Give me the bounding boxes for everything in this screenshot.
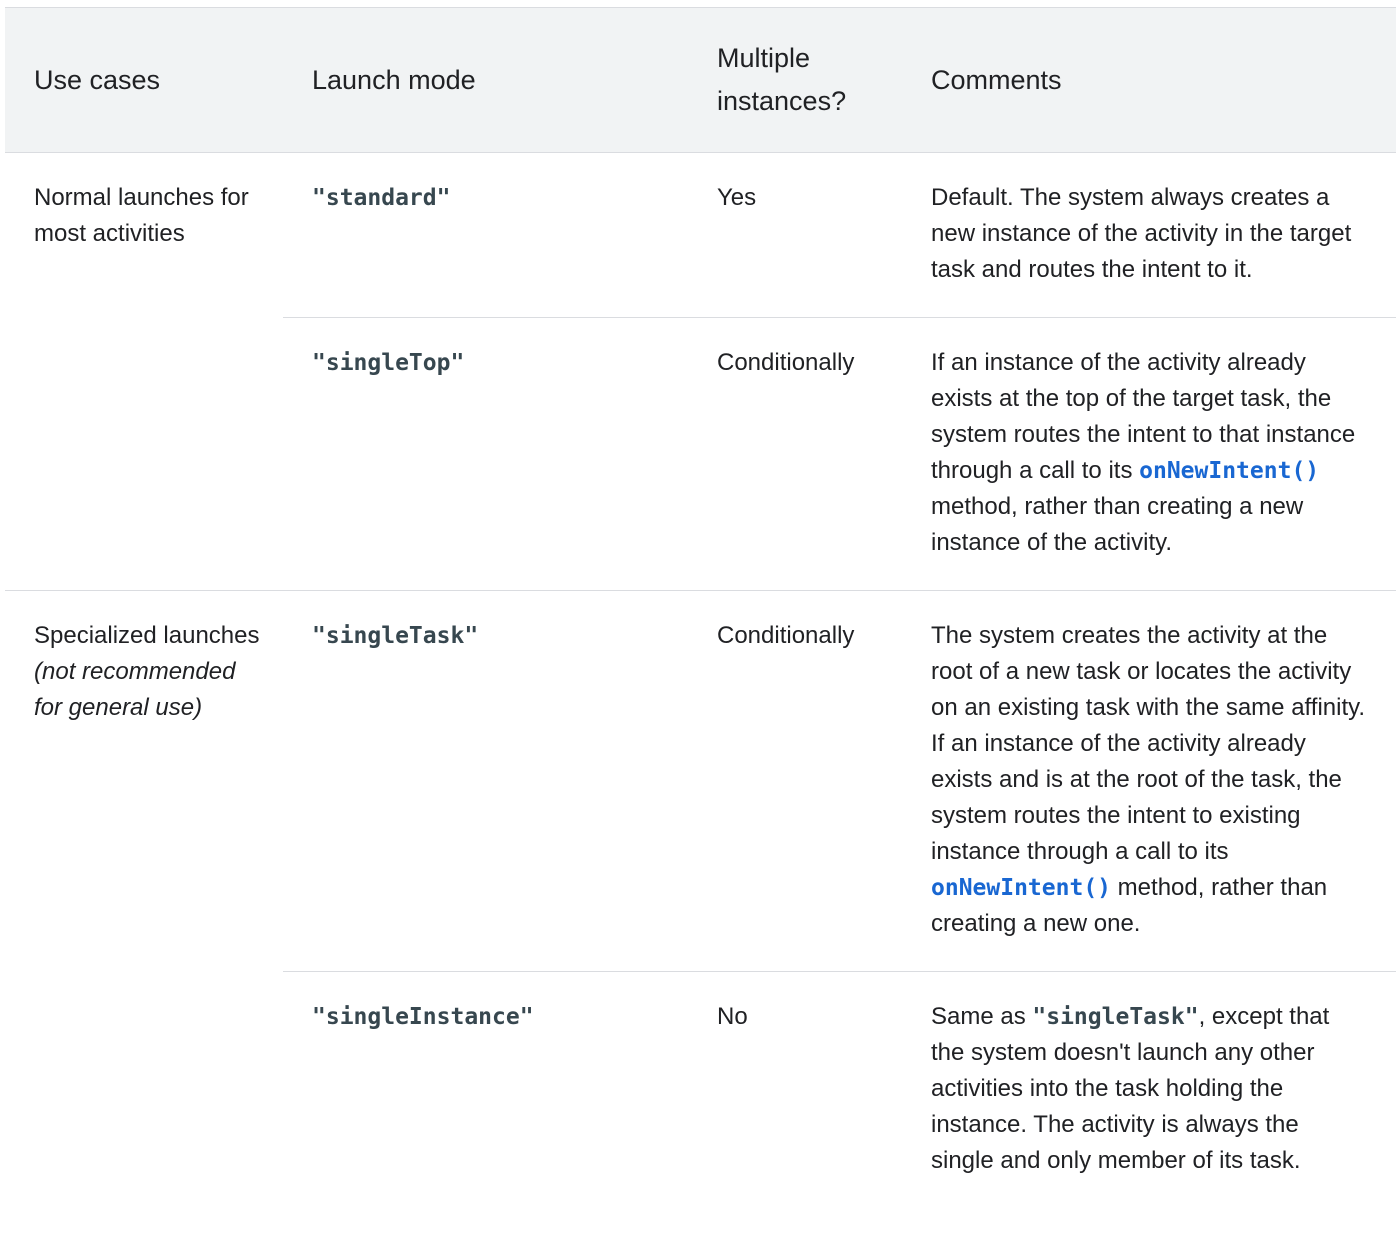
launch-mode-cell — [283, 972, 687, 1209]
launch-mode-cell — [283, 318, 687, 591]
comment-text: If an instance of the activity already exists at the top of the target task, the system routes the intent to that instance through a call to its — [931, 349, 1356, 484]
use-case-cell — [5, 153, 283, 591]
launch-mode-code: "singleTask" — [312, 623, 479, 649]
launch-mode-code: "standard" — [312, 185, 451, 211]
on-new-intent-link[interactable]: onNewIntent() — [931, 875, 1112, 901]
use-case-cell — [5, 591, 283, 1209]
launch-mode-cell — [283, 153, 687, 318]
use-case-text: Specialized launches — [34, 622, 260, 649]
multiple-instances-cell: No — [717, 1003, 748, 1030]
comment-text: , except that the system doesn't launch any other activities into the task holding the instance. The activity is always the single and only member of its task. — [931, 1003, 1330, 1174]
table-header — [5, 8, 1396, 153]
header-row — [5, 8, 1396, 153]
comment-cell: Default. The system always creates a new instance of the activity in the target task and routes the intent to it. — [901, 153, 1396, 318]
comment-text: The system creates the activity at the root of a new task or locates the activity on an existing task with the same affinity. If an instance of the activity already exists and is at the root of the task, the system routes the intent to existing instance through a call to its — [931, 622, 1366, 865]
comment-text: method, rather than creating a new instance of the activity. — [931, 493, 1304, 556]
multiple-instances-cell: Conditionally — [687, 591, 901, 972]
comment-text: Same as — [931, 1003, 1033, 1030]
multiple-instances-cell: Yes — [687, 153, 901, 318]
table-row — [5, 591, 1396, 972]
launch-mode-code: "singleTop" — [312, 350, 465, 376]
launch-modes-table — [5, 7, 1396, 1208]
single-task-code: "singleTask" — [1032, 1004, 1199, 1030]
launch-mode-cell — [283, 591, 687, 972]
launch-mode-code: "singleInstance" — [312, 1004, 534, 1030]
header-use-cases: Use cases — [5, 8, 283, 153]
table-row — [5, 153, 1396, 318]
comment-text: method, rather than creating a new one. — [931, 874, 1328, 937]
header-comments: Comments — [901, 8, 1396, 153]
use-case-text: Normal launches for most activities — [34, 184, 249, 247]
use-case-note: (not recommended for general use) — [34, 658, 236, 721]
multiple-instances-cell: Conditionally — [687, 318, 901, 591]
comment-cell — [901, 318, 1396, 591]
comment-cell — [901, 972, 1396, 1209]
header-multiple-instances — [687, 8, 901, 153]
on-new-intent-link[interactable]: onNewIntent() — [1139, 458, 1320, 484]
table-body — [5, 153, 1396, 1209]
header-multiple-instances-label: Multiple instances? — [717, 43, 847, 116]
header-launch-mode: Launch mode — [283, 8, 687, 153]
comment-cell — [901, 591, 1396, 972]
